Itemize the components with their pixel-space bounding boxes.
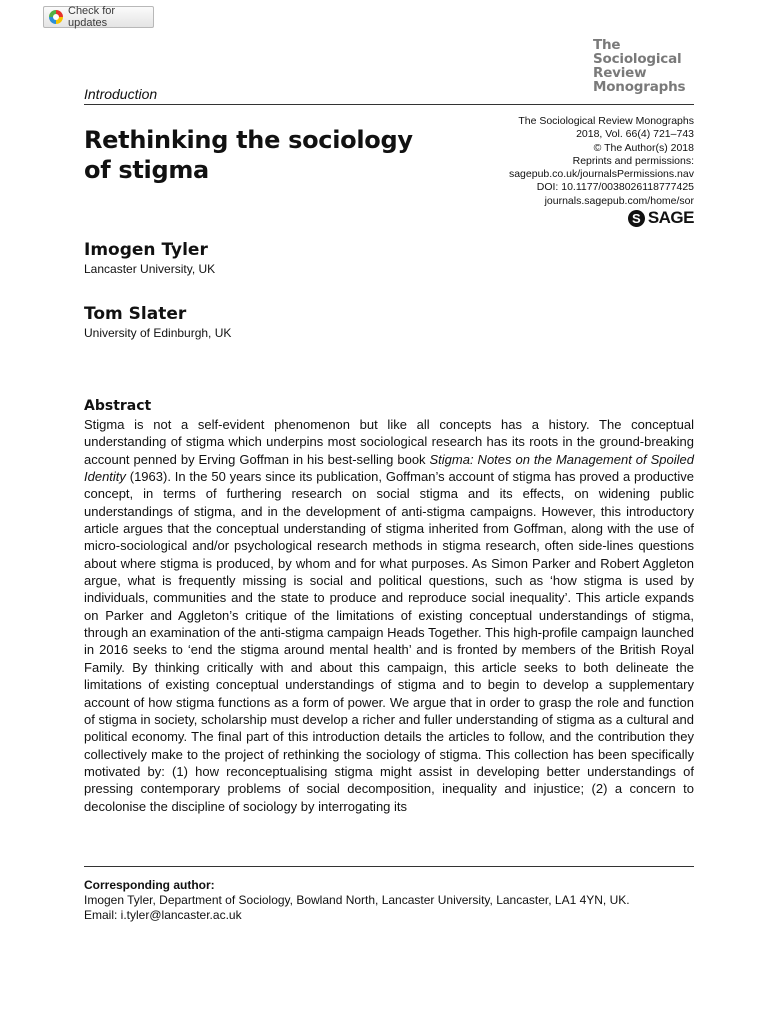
journal-logo-line: Monographs: [593, 79, 686, 95]
author-block: [84, 240, 215, 277]
sage-mark-icon: S: [628, 210, 645, 227]
pub-journal: The Sociological Review Monographs: [518, 115, 694, 127]
abstract-heading: Abstract: [84, 398, 152, 414]
abstract-book-title: Stigma: Notes on the Management of Spoiled Identity: [84, 451, 694, 485]
corresponding-author: [84, 878, 694, 923]
journal-logo-line: The: [593, 37, 621, 53]
sage-logo-text: SAGE: [647, 208, 694, 227]
pub-reprints-label: Reprints and permissions:: [572, 154, 694, 167]
abstract-text-part1: Stigma is not a self-evident phenomenon but like all concepts has a history. The conceptual understanding of stigma which underpins most sociological research has its roots in the ground-breaking account penned by Erving Goffman in his best-selling book: [84, 417, 694, 467]
author-name: Tom Slater: [84, 304, 187, 324]
corresponding-email[interactable]: Email: i.tyler@lancaster.ac.uk: [84, 908, 242, 922]
footer-divider: [84, 866, 694, 867]
pub-volume: 2018, Vol. 66(4) 721–743: [576, 128, 694, 141]
journal-logo-line: Sociological: [593, 51, 682, 67]
pub-copyright: © The Author(s) 2018: [593, 141, 694, 154]
abstract-text-part2: (1963). In the 50 years since its publication, Goffman’s account of stigma has proved a productive concept, in terms of furthering research on social stigma and its effects, on widening public understandings of stigma, and in the development of anti-stigma campaigns. However, this introductory article argues that the conceptual understanding of stigma inherited from Goffman, along with the use of micro-sociological and/or psychological research methods in stigma research, often side-lines questions about where stigma is produced, by whom and for what purposes. As Simon Parker and Robert Aggleton argue, what is frequently missing is social and political questions, such as ‘how stigma is used by individuals, communities and the state to produce and reproduce social inequality’. This article expands on Parker and Aggleton’s critique of the limitations of existing conceptual understandings of stigma, through an examination of the anti-stigma campaign Heads Together. This high-profile campaign launched in 2016 seeks to ‘end the stigma around mental health’ and is fronted by members of the British Royal Family. By thinking critically with and about this campaign, this article seeks to both delineate the limitations of existing conceptual understandings of stigma and to begin to develop a supplementary account of how stigma functions as a form of power. We argue that in order to grasp the role and function of stigma in society, scholarship must develop a richer and fuller understanding of stigma as a cultural and political economy. The final part of this introduction details the articles to follow, and the contribution they collectively make to the project of rethinking the sociology of stigma. This collection has been specifically motivated by: (1) how reconceptualising stigma might assist in developing better understandings of pressing contemporary problems of social decomposition, inequality and injustice; (2) a concern to decolonise the discipline of sociology by interrogating its: [84, 469, 694, 814]
author-block: [84, 304, 231, 341]
crossmark-icon: [49, 10, 63, 24]
section-label: Introduction: [84, 86, 158, 102]
author-affiliation: Lancaster University, UK: [84, 262, 216, 276]
corresponding-address: Imogen Tyler, Department of Sociology, Bowland North, Lancaster University, Lancaster, LA1 4YN, UK.: [84, 893, 630, 907]
header-divider: [84, 104, 694, 105]
pub-journal-link[interactable]: journals.sagepub.com/home/sor: [544, 194, 694, 207]
pub-permissions-link[interactable]: sagepub.co.uk/journalsPermissions.nav: [508, 168, 694, 181]
sage-logo: [628, 208, 694, 228]
pub-doi[interactable]: DOI: 10.1177/0038026118777425: [536, 181, 694, 194]
article-title: Rethinking the sociology of stigma: [84, 126, 413, 184]
abstract-body: [84, 416, 694, 815]
author-affiliation: University of Edinburgh, UK: [84, 326, 232, 340]
check-for-updates-button[interactable]: [43, 6, 154, 28]
author-name: Imogen Tyler: [84, 240, 208, 260]
corresponding-heading: Corresponding author:: [84, 878, 215, 892]
journal-logo-line: Review: [593, 65, 647, 81]
journal-logo: [593, 38, 685, 94]
check-for-updates-label: Check for updates: [68, 5, 116, 29]
